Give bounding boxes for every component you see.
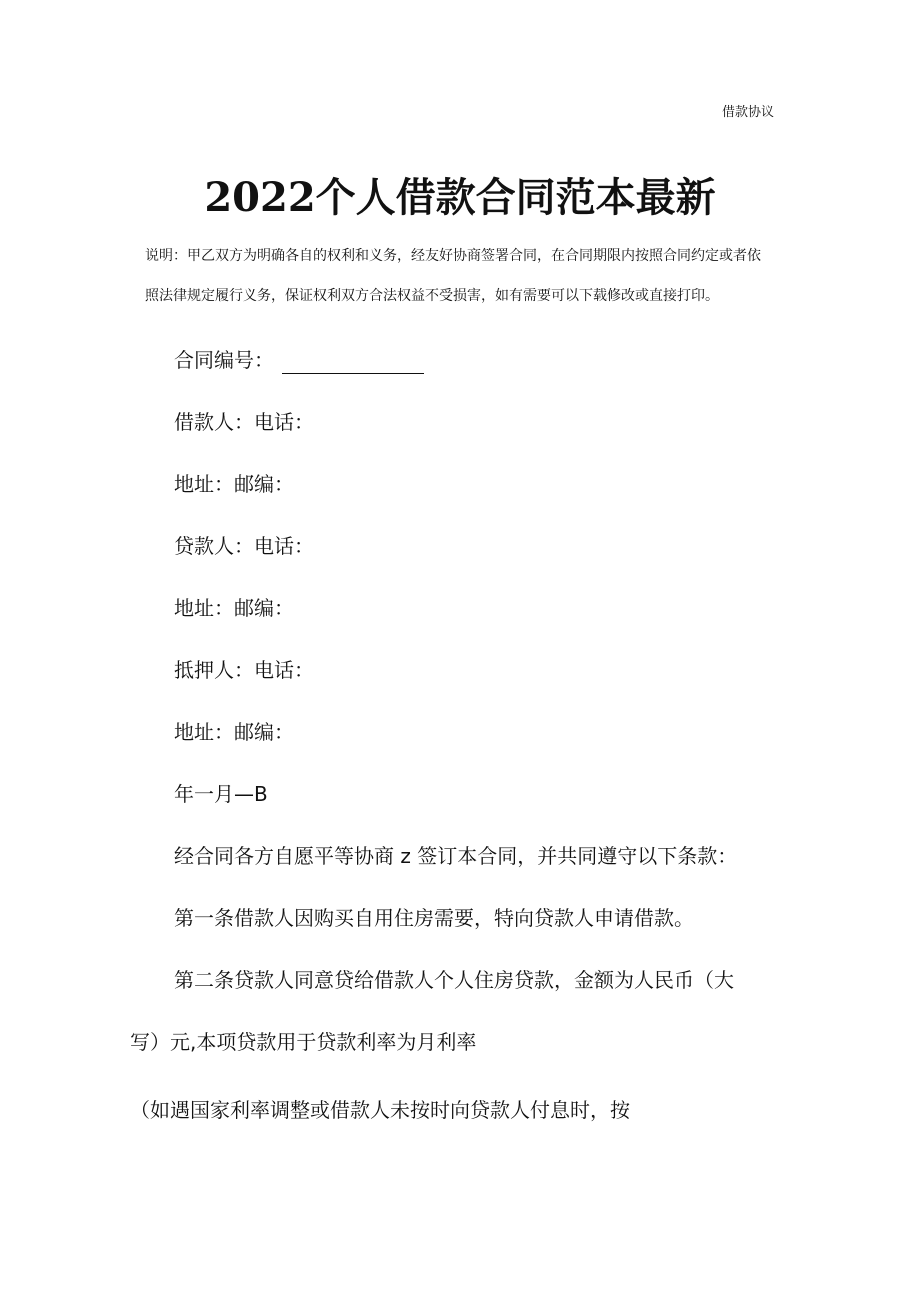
- article-2-line-1: 第二条贷款人同意贷给借款人个人住房贷款，金额为人民币（大: [174, 968, 734, 992]
- borrower-field: 借款人：电话：: [174, 410, 314, 434]
- mortgagor-address-field: 地址：邮编：: [174, 720, 294, 744]
- description-line-2: 照法律规定履行义务，保证权利双方合法权益不受损害，如有需要可以下载修改或直接打印。: [145, 288, 719, 304]
- lender-field: 贷款人：电话：: [174, 534, 314, 558]
- mortgagor-field: 抵押人：电话：: [174, 658, 314, 682]
- article-1: 第一条借款人因购买自用住房需要，特向贷款人申请借款。: [174, 906, 694, 930]
- article-2-line-3: （如遇国家利率调整或借款人未按时向贷款人付息时，按: [130, 1098, 630, 1122]
- contract-number-label: 合同编号：: [174, 348, 274, 372]
- intro-paragraph: 经合同各方自愿平等协商 z 签订本合同，并共同遵守以下条款：: [174, 844, 738, 868]
- contract-number-blank: [282, 353, 424, 374]
- date-field: 年一月—B: [174, 782, 268, 806]
- running-header: 借款协议: [722, 105, 775, 120]
- contract-number-field: [174, 346, 424, 374]
- lender-address-field: 地址：邮编：: [174, 596, 294, 620]
- description-line-1: 说明：甲乙双方为明确各自的权利和义务，经友好协商签署合同，在合同期限内按照合同约定或者依: [145, 248, 761, 264]
- article-2-line-2: 写）元,本项贷款用于贷款利率为月利率: [130, 1030, 477, 1054]
- borrower-address-field: 地址：邮编：: [174, 472, 294, 496]
- document-title: 2022个人借款合同范本最新: [204, 174, 716, 221]
